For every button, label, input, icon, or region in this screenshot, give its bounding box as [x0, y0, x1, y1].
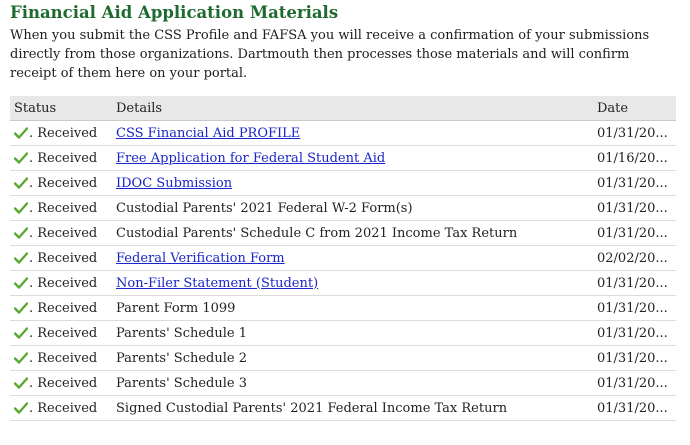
status-text: . Received: [29, 225, 98, 241]
status-text: . Received: [29, 275, 98, 291]
status-text: . Received: [29, 375, 98, 391]
checkmark-icon: [14, 227, 28, 239]
date-cell: [593, 321, 676, 346]
table-row: [10, 271, 676, 296]
table-row: [10, 371, 676, 396]
status-cell: [10, 146, 112, 171]
date-text: 01/31/20...: [597, 200, 668, 216]
status-cell: [10, 271, 112, 296]
table-row: [10, 346, 676, 371]
details-cell: [112, 321, 593, 346]
materials-table-body: [10, 121, 676, 421]
status-cell: [10, 396, 112, 421]
column-header-date: Date: [593, 96, 676, 121]
document-name: Parents' Schedule 1: [116, 325, 247, 341]
date-text: 01/31/20...: [597, 350, 668, 366]
date-cell: [593, 121, 676, 146]
document-name: Parents' Schedule 3: [116, 375, 247, 391]
table-row: [10, 321, 676, 346]
status-cell: [10, 121, 112, 146]
date-cell: [593, 396, 676, 421]
date-text: 01/31/20...: [597, 300, 668, 316]
date-text: 01/31/20...: [597, 125, 668, 141]
checkmark-icon: [14, 402, 28, 414]
document-name: Parents' Schedule 2: [116, 350, 247, 366]
details-cell: [112, 221, 593, 246]
date-text: 02/02/20...: [597, 250, 668, 266]
table-row: [10, 396, 676, 421]
status-text: . Received: [29, 400, 98, 416]
date-text: 01/31/20...: [597, 225, 668, 241]
document-link[interactable]: IDOC Submission: [116, 175, 233, 191]
details-cell: [112, 396, 593, 421]
checkmark-icon: [14, 277, 28, 289]
date-cell: [593, 146, 676, 171]
table-row: [10, 296, 676, 321]
checkmark-icon: [14, 252, 28, 264]
status-text: . Received: [29, 125, 98, 141]
date-cell: [593, 346, 676, 371]
status-text: . Received: [29, 300, 98, 316]
document-name: Signed Custodial Parents' 2021 Federal Income Tax Return: [116, 400, 508, 416]
status-text: . Received: [29, 200, 98, 216]
date-cell: [593, 171, 676, 196]
date-text: 01/31/20...: [597, 325, 668, 341]
document-link[interactable]: Federal Verification Form: [116, 250, 285, 266]
details-cell: [112, 371, 593, 396]
status-text: . Received: [29, 325, 98, 341]
status-text: . Received: [29, 175, 98, 191]
checkmark-icon: [14, 152, 28, 164]
date-cell: [593, 221, 676, 246]
table-row: [10, 171, 676, 196]
section-title: Financial Aid Application Materials: [10, 3, 339, 22]
checkmark-icon: [14, 377, 28, 389]
date-cell: [593, 196, 676, 221]
status-text: . Received: [29, 350, 98, 366]
status-cell: [10, 346, 112, 371]
details-cell: [112, 296, 593, 321]
table-row: [10, 196, 676, 221]
date-text: 01/31/20...: [597, 400, 668, 416]
status-cell: [10, 196, 112, 221]
status-cell: [10, 221, 112, 246]
status-cell: [10, 171, 112, 196]
document-link[interactable]: Non-Filer Statement (Student): [116, 275, 319, 291]
status-text: . Received: [29, 250, 98, 266]
date-cell: [593, 246, 676, 271]
checkmark-icon: [14, 127, 28, 139]
section-description: When you submit the CSS Profile and FAFSA you will receive a confirmation of your submissions directly from those organizations. Dartmouth then processes those materials and will confirm receipt of them here on your portal.: [10, 28, 650, 81]
date-cell: [593, 296, 676, 321]
status-cell: [10, 246, 112, 271]
document-link[interactable]: Free Application for Federal Student Aid: [116, 150, 386, 166]
checkmark-icon: [14, 302, 28, 314]
date-cell: [593, 371, 676, 396]
checkmark-icon: [14, 327, 28, 339]
details-cell: [112, 171, 593, 196]
details-cell: [112, 346, 593, 371]
document-name: Parent Form 1099: [116, 300, 236, 316]
document-link[interactable]: CSS Financial Aid PROFILE: [116, 125, 301, 141]
checkmark-icon: [14, 202, 28, 214]
table-row: [10, 121, 676, 146]
details-cell: [112, 146, 593, 171]
checkmark-icon: [14, 177, 28, 189]
details-cell: [112, 196, 593, 221]
column-header-details: Details: [112, 96, 593, 121]
table-row: [10, 221, 676, 246]
date-text: 01/31/20...: [597, 275, 668, 291]
table-row: [10, 146, 676, 171]
date-text: 01/31/20...: [597, 175, 668, 191]
table-row: [10, 246, 676, 271]
status-cell: [10, 371, 112, 396]
table-header-row: [10, 96, 676, 121]
column-header-status: Status: [10, 96, 112, 121]
date-text: 01/31/20...: [597, 375, 668, 391]
details-cell: [112, 246, 593, 271]
checkmark-icon: [14, 352, 28, 364]
document-name: Custodial Parents' Schedule C from 2021 Income Tax Return: [116, 225, 518, 241]
date-cell: [593, 271, 676, 296]
status-text: . Received: [29, 150, 98, 166]
document-name: Custodial Parents' 2021 Federal W-2 Form(s): [116, 200, 413, 216]
details-cell: [112, 121, 593, 146]
date-text: 01/16/20...: [597, 150, 668, 166]
materials-table: [10, 96, 676, 421]
status-cell: [10, 321, 112, 346]
status-cell: [10, 296, 112, 321]
details-cell: [112, 271, 593, 296]
